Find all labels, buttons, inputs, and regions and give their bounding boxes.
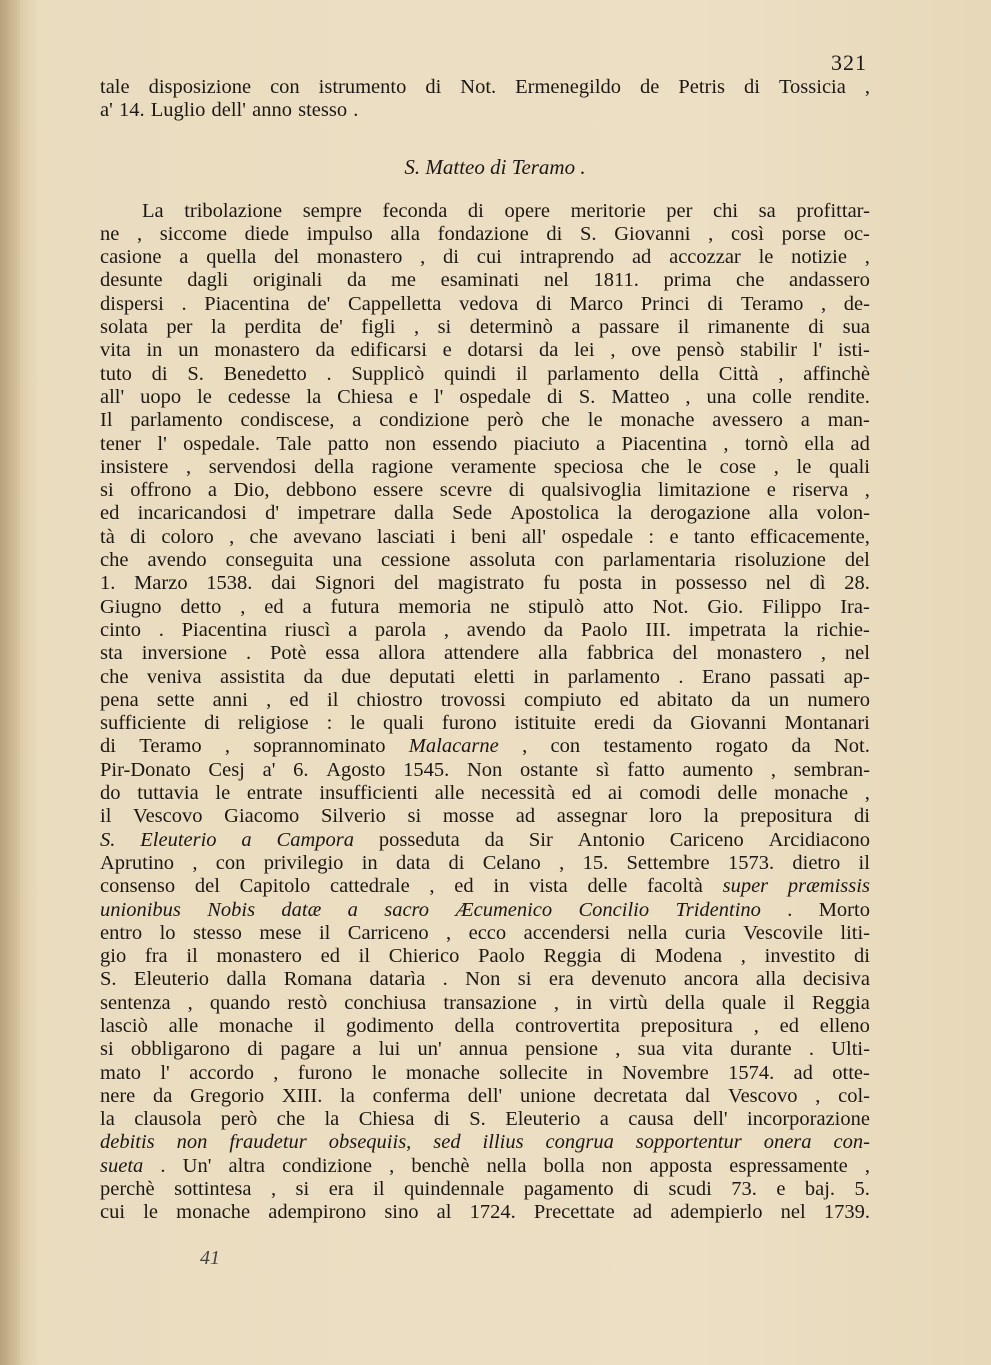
body-line: cui le monache adempirono sino al 1724. Precettate ad adempierlo nel 1739. (100, 1201, 870, 1224)
body-line: desunte dagli originali da me esaminati nel 1811. prima che andassero (100, 269, 870, 292)
body-line: unionibus Nobis datæ a sacro Æcumenico Concilio Tridentino . Morto (100, 898, 870, 921)
body-line: consenso del Capitolo cattedrale , ed in vista delle facoltà super præmissis (100, 875, 870, 898)
body-line: pena sette anni , ed il chiostro trovossi compiuto ed abitato da un numero (100, 688, 870, 711)
body-line: tà di coloro , che avevano lasciati i beni all' ospedale : e tanto efficacemente, (100, 525, 870, 548)
body-line: solata per la perdita de' figli , si determinò a passare il rimanente di sua (100, 316, 870, 339)
body-line: La tribolazione sempre feconda di opere meritorie per chi sa profittar- (142, 199, 870, 222)
body-line: do tuttavia le entrate insufficienti alle necessità ed ai comodi delle monache , (100, 782, 870, 805)
body-line: che veniva assistita da due deputati eletti in parlamento . Erano passati ap- (100, 665, 870, 688)
body-line: sufficiente di religiose : le quali furono istituite eredi da Giovanni Montanari (100, 712, 870, 735)
body-paragraph (100, 200, 870, 1225)
body-line: ne , siccome diede impulso alla fondazione di S. Giovanni , così porse oc- (100, 222, 870, 245)
body-line: dispersi . Piacentina de' Cappelletta vedova di Marco Princi di Teramo , de- (100, 292, 870, 315)
body-line: S. Eleuterio a Campora posseduta da Sir Antonio Cariceno Arcidiacono (100, 828, 870, 851)
text-block (100, 76, 870, 1225)
body-line: tuto di S. Benedetto . Supplicò quindi il parlamento della Città , affinchè (100, 362, 870, 385)
intro-paragraph (100, 76, 870, 123)
page-number: 321 (831, 50, 867, 75)
section-title: S. Matteo di Teramo . (404, 154, 586, 179)
body-line: la clausola però che la Chiesa di S. Eleuterio a causa dell' incorporazione (100, 1108, 870, 1131)
body-line: Il parlamento condiscese, a condizione però che le monache avessero a man- (100, 409, 870, 432)
body-line: vita in un monastero da edificarsi e dotarsi da lei , ove pensò stabilir l' isti- (100, 339, 870, 362)
body-line: cinto . Piacentina riuscì a parola , avendo da Paolo III. impetrata la richie- (100, 618, 870, 641)
body-line: Pir-Donato Cesj a' 6. Agosto 1545. Non ostante sì fatto aumento , sembran- (100, 758, 870, 781)
body-line: si obbligarono di pagare a lui un' annua pensione , sua vita durante . Ulti- (100, 1038, 870, 1061)
body-line: che avendo conseguita una cessione assoluta con parlamentaria risoluzione del (100, 549, 870, 572)
intro-line: a' 14. Luglio dell' anno stesso . (100, 99, 359, 122)
handwritten-mark: 41 (200, 1247, 220, 1269)
body-line: debitis non fraudetur obsequiis, sed illius congrua sopportentur onera con- (100, 1131, 870, 1154)
binding-edge (0, 0, 20, 1365)
body-line: Giugno detto , ed a futura memoria ne stipulò atto Not. Gio. Filippo Ira- (100, 595, 870, 618)
body-line: Aprutino , con privilegio in data di Celano , 15. Settembre 1573. dietro il (100, 851, 870, 874)
body-line: insistere , servendosi della ragione veramente speciosa che le cose , le quali (100, 455, 870, 478)
body-line: si offrono a Dio, debbono essere scevre di qualsivoglia limitazione e riserva , (100, 479, 870, 502)
body-line: tener l' ospedale. Tale patto non essendo piaciuto a Piacentina , tornò ella ad (100, 432, 870, 455)
body-line: sentenza , quando restò conchiusa transazione , in virtù della quale il Reggia (100, 991, 870, 1014)
body-line: sta inversione . Potè essa allora attendere alla fabbrica del monastero , nel (100, 642, 870, 665)
body-line: S. Eleuterio dalla Romana datarìa . Non si era devenuto ancora alla decisiva (100, 968, 870, 991)
body-line: sueta . Un' altra condizione , benchè nella bolla non apposta espressamente , (100, 1154, 870, 1177)
body-line: 1. Marzo 1538. dai Signori del magistrato fu posta in possesso nel dì 28. (100, 572, 870, 595)
body-line: nere da Gregorio XIII. la conferma dell' unione decretata dal Vescovo , col- (100, 1084, 870, 1107)
body-line: il Vescovo Giacomo Silverio si mosse ad assegnar loro la prepositura di (100, 805, 870, 828)
body-line: di Teramo , soprannominato Malacarne , con testamento rogato da Not. (100, 735, 870, 758)
body-line: entro lo stesso mese il Carriceno , ecco accendersi nella curia Vescovile liti- (100, 921, 870, 944)
body-line: ed incaricandosi d' impetrare dalla Sede Apostolica la derogazione alla volon- (100, 502, 870, 525)
body-line: all' uopo le cedesse la Chiesa e l' ospedale di S. Matteo , una colle rendite. (100, 385, 870, 408)
body-line: perchè sottintesa , si era il quindennale pagamento di scudi 73. e baj. 5. (100, 1178, 870, 1201)
body-line: gio fra il monastero ed il Chierico Paolo Reggia di Modena , investito di (100, 945, 870, 968)
body-line: mato l' accordo , furono le monache sollecite in Novembre 1574. ad otte- (100, 1061, 870, 1084)
body-line: casione a quella del monastero , di cui intraprendo ad accozzar le notizie , (100, 246, 870, 269)
intro-line: tale disposizione con istrumento di Not. Ermenegildo de Petris di Tossicia , (100, 76, 870, 98)
body-line: lasciò alle monache il godimento della controvertita prepositura , ed elleno (100, 1014, 870, 1037)
